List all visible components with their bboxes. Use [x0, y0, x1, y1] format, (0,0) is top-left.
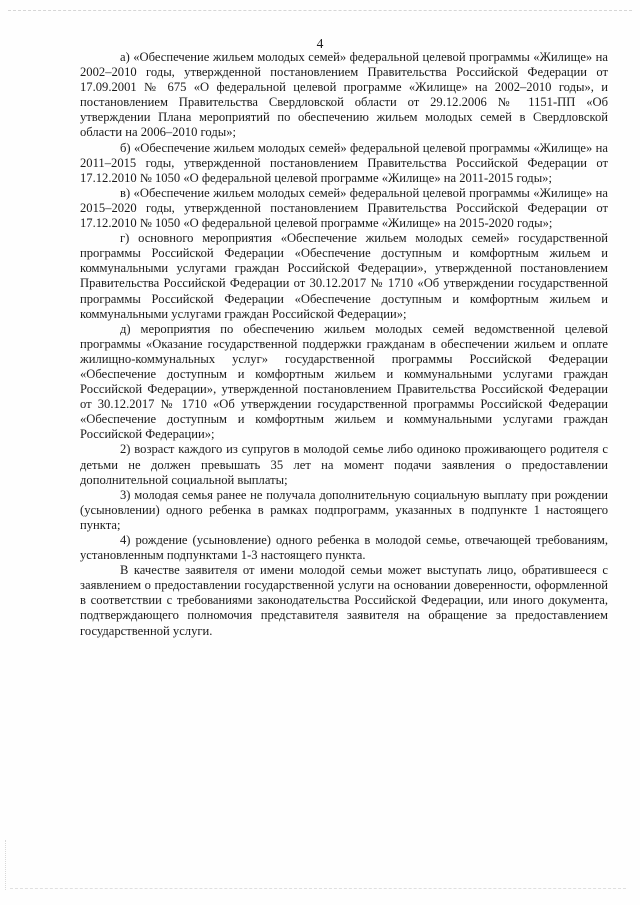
paragraph-item-4: 4) рождение (усыновление) одного ребенка в молодой семье, отвечающей требованиям, установленным подпунктами 1-3 настоящего пункта. — [80, 533, 608, 563]
paragraph-v: в) «Обеспечение жильем молодых семей» федеральной целевой программы «Жилище» на 2015–2020 годы, утвержденной постановлением Правительства Российской Федерации от 17.12.2010 № 1050 «О федеральной целевой программе «Жилище» на 2015-2020 годы»; — [80, 185, 608, 231]
scan-bottom-edge — [10, 888, 626, 889]
paragraph-applicant: В качестве заявителя от имени молодой семьи может выступать лицо, обратившееся с заявлением о предоставлении государственной услуги на основании доверенности, оформленной в соответствии с требованиями законодательства Российской Федерации, или иного документа, подтверждающего полномочия представителя заявителя на обращение за предоставлением государственной услуги. — [80, 563, 608, 638]
paragraph-item-2: 2) возраст каждого из супругов в молодой семье либо одиноко проживающего родителя с детьми не должен превышать 35 лет на момент подачи заявления о предоставлении дополнительной социальной выплаты; — [80, 442, 608, 487]
paragraph-g: г) основного мероприятия «Обеспечение жильем молодых семей» государственной программы Российской Федерации «Обеспечение доступным и комфортным жильем и коммунальными услугами граждан Российской Федерации», утвержденной постановлением Правительства Российской Федерации от 30.12.2017 № 1710 «Об утверждении государственной программы Российской Федерации «Обеспечение доступным и комфортным жильем и коммунальными услугами граждан Российской Федерации»; — [80, 231, 608, 321]
page-number: 4 — [316, 36, 324, 51]
scan-top-edge — [8, 10, 632, 11]
paragraph-b: б) «Обеспечение жильем молодых семей» федеральной целевой программы «Жилище» на 2011–2015 годы, утвержденной постановлением Правительства Российской Федерации от 17.12.2010 № 1050 «О федеральной целевой программе «Жилище» на 2011-2015 годы»; — [80, 140, 608, 185]
document-body — [80, 50, 608, 639]
scan-left-edge — [5, 840, 6, 890]
paragraph-item-3: 3) молодая семья ранее не получала дополнительную социальную выплату при рождении (усыновлении) одного ребенка в рамках подпрограмм, указанных в подпункте 1 настоящего пункта; — [80, 487, 608, 532]
paragraph-d: д) мероприятия по обеспечению жильем молодых семей ведомственной целевой программы «Оказание государственной поддержки гражданам в обеспечении жильем и оплате жилищно-коммунальных услуг» государственной программы Российской Федерации «Обеспечение доступным и комфортным жильем и коммунальными услугами граждан Российской Федерации», утвержденной постановлением Правительства Российской Федерации от 30.12.2017 № 1710 «Об утверждении государственной программы Российской Федерации «Обеспечение доступным и комфортным жильем и коммунальными услугами граждан Российской Федерации»; — [80, 321, 608, 442]
paragraph-a: а) «Обеспечение жильем молодых семей» федеральной целевой программы «Жилище» на 2002–2010 годы, утвержденной постановлением Правительства Российской Федерации от 17.09.2001 № 675 «О федеральной целевой программе «Жилище» на 2002–2010 годы», и постановлением Правительства Свердловской области от 29.12.2006 № 1151-ПП «Об утверждении Плана мероприятий по обеспечению жильем молодых семей в Свердловской области на 2006–2010 годы»; — [80, 50, 608, 140]
